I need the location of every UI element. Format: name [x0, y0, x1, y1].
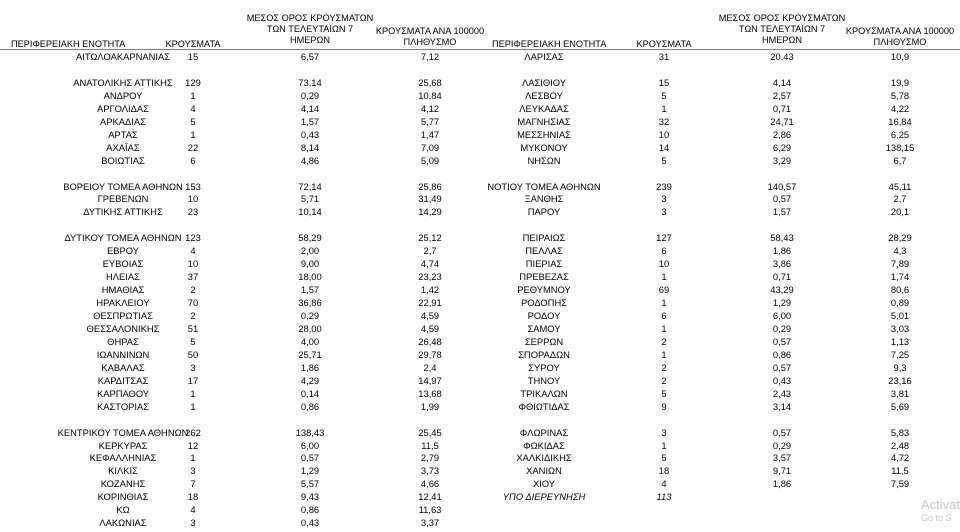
region-name-left: ΑΡΤΑΣ: [108, 128, 138, 140]
cases-value-right: 5: [661, 89, 667, 101]
per100k-value-right: 23,16: [888, 374, 912, 386]
region-name-right: ΛΑΡΙΣΑΣ: [524, 51, 564, 62]
header-per100k-left: [376, 26, 484, 48]
region-name-right: ΜΥΚΟΝΟΥ: [520, 141, 568, 153]
per100k-value-left: 12,41: [418, 491, 442, 503]
per100k-value-right: 138,15: [885, 141, 915, 153]
avg-value-right: 0,57: [772, 426, 792, 438]
region-name-right: ΛΕΣΒΟΥ: [525, 89, 563, 101]
region-name-right: ΣΑΜΟΥ: [527, 322, 561, 334]
header-per100k-left-line2: ΠΛΗΘΥΣΜΟ: [403, 37, 457, 47]
cases-value-left: 51: [187, 322, 199, 334]
region-name-left: ΚΕΝΤΡΙΚΟΥ ΤΟΜΕΑ ΑΘΗΝΩΝ: [57, 426, 189, 438]
region-name-right: ΞΑΝΘΗΣ: [524, 193, 564, 205]
header-avg-right: [719, 13, 845, 46]
avg-value-right: 58,43: [770, 232, 794, 244]
region-name-right: ΜΑΓΝΗΣΙΑΣ: [517, 115, 571, 127]
per100k-value-left: 2,4: [423, 361, 437, 373]
per100k-value-left: 1,99: [420, 400, 440, 412]
region-name-left: ΑΧΑΪΑΣ: [106, 141, 140, 153]
per100k-value-right: 5,83: [890, 426, 910, 438]
region-name-right: ΣΥΡΟΥ: [528, 361, 560, 373]
cases-value-left: 23: [187, 206, 199, 218]
header-region-left: ΠΕΡΙΦΕΡΕΙΑΚΗ ΕΝΟΤΗΤΑ: [11, 39, 126, 49]
per100k-value-left: 4,74: [420, 258, 440, 270]
cases-value-right: 5: [661, 452, 667, 464]
avg-value-right: 0,86: [772, 348, 792, 360]
cases-value-right: 3: [661, 193, 667, 205]
per100k-value-right: 45,11: [888, 180, 912, 192]
cases-value-left: 2: [190, 284, 196, 296]
cases-value-right: 1: [661, 102, 667, 114]
avg-value-left: 0,43: [300, 128, 320, 140]
cases-value-right: 239: [656, 180, 672, 192]
avg-value-left: 0,29: [300, 89, 320, 101]
per100k-value-right: 4,72: [890, 452, 910, 464]
per100k-value-left: 14,97: [418, 374, 442, 386]
region-name-left: ΑΙΤΩΛΟΑΚΑΡΝΑΝΙΑΣ: [75, 51, 171, 62]
region-name-left: ΑΡΚΑΔΙΑΣ: [100, 115, 146, 127]
per100k-value-right: 10,9: [890, 51, 910, 62]
header-per100k-left-line1: ΚΡΟΥΣΜΑΤΑ ΑΝΑ 100000: [375, 26, 485, 36]
region-name-left: ΚΕΡΚΥΡΑΣ: [98, 439, 148, 451]
region-name-right: ΠΑΡΟΥ: [527, 206, 561, 218]
cases-value-right: 6: [661, 310, 667, 321]
header-avg-right-line3: ΗΜΕΡΩΝ: [761, 35, 803, 45]
cases-value-right: 1: [661, 322, 667, 334]
region-name-left: ΕΥΒΟΙΑΣ: [102, 258, 144, 270]
avg-value-right: 3,86: [772, 258, 792, 270]
avg-value-left: 2,00: [300, 245, 320, 257]
cases-value-right: 2: [661, 361, 667, 373]
cases-value-right: 31: [658, 51, 670, 62]
per100k-value-right: 28,29: [888, 232, 912, 244]
header-divider: [0, 49, 960, 50]
cases-value-left: 18: [187, 491, 199, 503]
region-name-left: ΘΕΣΠΡΩΤΙΑΣ: [93, 310, 153, 321]
region-name-left: ΚΑΡΠΑΘΟΥ: [96, 387, 150, 399]
per100k-value-right: 3,81: [890, 387, 910, 399]
avg-value-right: 140,57: [767, 180, 797, 192]
avg-value-left: 25,71: [298, 348, 322, 360]
avg-value-left: 0,29: [300, 310, 320, 321]
cases-value-left: 1: [190, 452, 196, 464]
per100k-value-left: 4,59: [420, 310, 440, 321]
cases-value-right: 69: [658, 284, 670, 296]
region-name-left: ΘΕΣΣΑΛΟΝΙΚΗΣ: [86, 322, 160, 334]
cases-value-right: 1: [661, 297, 667, 309]
per100k-value-left: 14,29: [418, 206, 442, 218]
avg-value-right: 0,71: [772, 102, 792, 114]
cases-value-right: 113: [656, 491, 672, 503]
region-name-left: ΚΑΒΑΛΑΣ: [101, 361, 145, 373]
header-cases-right: ΚΡΟΥΣΜΑΤΑ: [636, 39, 692, 49]
region-name-left: ΚΙΛΚΙΣ: [108, 465, 138, 477]
per100k-value-left: 25,86: [418, 180, 442, 192]
avg-value-left: 4,14: [300, 102, 320, 114]
cases-value-left: 129: [185, 76, 201, 88]
header-region-right: ΠΕΡΙΦΕΡΕΙΑΚΗ ΕΝΟΤΗΤΑ: [492, 39, 607, 49]
per100k-value-left: 3,73: [420, 465, 440, 477]
per100k-value-right: 16,84: [888, 115, 912, 127]
header-avg-right-line1: ΜΕΣΟΣ ΟΡΟΣ ΚΡΟΥΣΜΑΤΩΝ: [718, 13, 846, 23]
per100k-value-left: 4,12: [420, 102, 440, 114]
header-avg-left-line3: ΗΜΕΡΩΝ: [289, 35, 331, 45]
avg-value-left: 1,57: [300, 115, 320, 127]
region-name-left: ΚΟΡΙΝΘΙΑΣ: [97, 491, 149, 503]
cases-value-left: 3: [190, 517, 196, 529]
per100k-value-left: 7,09: [420, 141, 440, 153]
per100k-value-left: 1,42: [420, 284, 440, 296]
avg-value-right: 1,86: [772, 245, 792, 257]
per100k-value-left: 25,12: [418, 232, 442, 244]
avg-value-right: 2,57: [772, 89, 792, 101]
region-name-right: ΛΕΥΚΑΔΑΣ: [519, 102, 569, 114]
region-name-right: ΛΑΣΙΘΙΟΥ: [521, 76, 567, 88]
cases-value-left: 1: [190, 128, 196, 140]
region-name-left: ΚΩ: [116, 504, 130, 516]
per100k-value-right: 19,9: [890, 76, 910, 88]
per100k-value-left: 25,68: [418, 76, 442, 88]
avg-value-left: 8,14: [300, 141, 320, 153]
avg-value-left: 72,14: [298, 180, 322, 192]
region-name-left: ΚΑΣΤΟΡΙΑΣ: [96, 400, 150, 412]
avg-value-left: 28,00: [298, 322, 322, 334]
region-name-right: ΤΗΝΟΥ: [527, 374, 561, 386]
region-name-left: ΛΑΚΩΝΙΑΣ: [99, 517, 147, 529]
avg-value-right: 4,14: [772, 76, 792, 88]
region-name-right: ΡΕΘΥΜΝΟΥ: [517, 284, 571, 296]
cases-value-right: 18: [658, 465, 670, 477]
cases-value-left: 22: [187, 141, 199, 153]
region-name-right: ΡΟΔΟΠΗΣ: [520, 297, 568, 309]
per100k-value-right: 7,59: [890, 478, 910, 490]
header-avg-left-line2: ΤΩΝ ΤΕΛΕΥΤΑΙΩΝ 7: [266, 24, 354, 34]
cases-value-left: 123: [185, 232, 201, 244]
region-name-right: ΦΛΩΡΙΝΑΣ: [519, 426, 569, 438]
region-name-right: ΤΡΙΚΑΛΩΝ: [520, 387, 568, 399]
avg-value-right: 0,57: [772, 361, 792, 373]
cases-value-left: 4: [190, 102, 196, 114]
header-avg-right-line2: ΤΩΝ ΤΕΛΕΥΤΑΙΩΝ 7: [738, 24, 826, 34]
avg-value-left: 9,00: [300, 258, 320, 270]
avg-value-left: 6,00: [300, 439, 320, 451]
cases-value-left: 17: [187, 374, 199, 386]
per100k-value-right: 9,3: [893, 361, 907, 373]
cases-value-left: 6: [190, 154, 196, 166]
region-name-right: ΜΕΣΣΗΝΙΑΣ: [517, 128, 571, 140]
per100k-value-right: 7,25: [890, 348, 910, 360]
cases-value-right: 1: [661, 271, 667, 283]
region-name-left: ΚΟΖΑΝΗΣ: [100, 478, 146, 490]
per100k-value-right: 1,74: [890, 271, 910, 283]
avg-value-right: 1,57: [772, 206, 792, 218]
avg-value-left: 6,57: [300, 51, 320, 62]
cases-value-left: 4: [190, 504, 196, 516]
avg-value-left: 138,43: [295, 426, 325, 438]
per100k-value-left: 2,79: [420, 452, 440, 464]
cases-value-left: 50: [187, 348, 199, 360]
region-name-right: ΧΑΝΙΩΝ: [526, 465, 562, 477]
per100k-value-right: 5,01: [890, 310, 910, 321]
avg-value-right: 2,43: [772, 387, 792, 399]
header-cases-left: ΚΡΟΥΣΜΑΤΑ: [165, 39, 221, 49]
cases-value-right: 2: [661, 374, 667, 386]
cases-value-right: 3: [661, 206, 667, 218]
cases-value-right: 5: [661, 387, 667, 399]
region-name-right: ΦΘΙΩΤΙΔΑΣ: [518, 400, 570, 412]
region-name-left: ΗΛΕΙΑΣ: [106, 271, 140, 283]
watermark-line1: Activat: [921, 497, 960, 512]
per100k-value-left: 11,63: [418, 504, 442, 516]
avg-value-right: 3,14: [772, 400, 792, 412]
cases-value-left: 15: [187, 51, 199, 62]
region-name-right: ΠΡΕΒΕΖΑΣ: [519, 271, 569, 283]
cases-value-right: 127: [656, 232, 672, 244]
region-name-right: ΧΙΟΥ: [532, 478, 556, 490]
region-name-right: ΣΕΡΡΩΝ: [524, 335, 564, 347]
avg-value-left: 1,86: [300, 361, 320, 373]
region-name-left: ΗΜΑΘΙΑΣ: [101, 284, 145, 296]
cases-value-right: 9: [661, 400, 667, 412]
region-name-left: ΑΝΔΡΟΥ: [103, 89, 143, 101]
region-name-right: ΠΕΛΛΑΣ: [525, 245, 563, 257]
avg-value-left: 36,86: [298, 297, 322, 309]
cases-value-right: 15: [658, 76, 670, 88]
per100k-value-left: 4,59: [420, 322, 440, 334]
per100k-value-left: 10,84: [418, 89, 442, 101]
cases-value-right: 6: [661, 245, 667, 257]
region-name-right: ΡΟΔΟΥ: [527, 310, 561, 321]
per100k-value-left: 31,49: [418, 193, 442, 205]
cases-value-right: 32: [658, 115, 670, 127]
per100k-value-right: 6,25: [890, 128, 910, 140]
per100k-value-left: 26,48: [418, 335, 442, 347]
region-name-left: ΒΟΙΩΤΙΑΣ: [101, 154, 145, 166]
region-name-left: ΘΗΡΑΣ: [107, 335, 139, 347]
avg-value-left: 0,86: [300, 504, 320, 516]
per100k-value-left: 22,91: [418, 297, 442, 309]
cases-value-left: 262: [185, 426, 201, 438]
cases-value-left: 5: [190, 335, 196, 347]
cases-value-left: 3: [190, 465, 196, 477]
avg-value-left: 0,43: [300, 517, 320, 529]
cases-value-left: 153: [185, 180, 201, 192]
header-per100k-right-line1: ΚΡΟΥΣΜΑΤΑ ΑΝΑ 100000: [845, 26, 955, 36]
per100k-value-right: 80,6: [890, 284, 910, 296]
avg-value-left: 1,57: [300, 284, 320, 296]
per100k-value-right: 7,89: [890, 258, 910, 270]
cases-value-right: 3: [661, 426, 667, 438]
cases-value-left: 1: [190, 400, 196, 412]
avg-value-left: 4,00: [300, 335, 320, 347]
cases-value-right: 5: [661, 154, 667, 166]
region-name-left: ΒΟΡΕΙΟΥ ΤΟΜΕΑ ΑΘΗΝΩΝ: [63, 180, 183, 192]
avg-value-right: 0,29: [772, 439, 792, 451]
avg-value-right: 3,57: [772, 452, 792, 464]
cases-value-right: 4: [661, 478, 667, 490]
watermark-line2: Go to S: [921, 513, 952, 523]
per100k-value-left: 2,7: [423, 245, 437, 257]
region-name-left: ΚΑΡΔΙΤΣΑΣ: [97, 374, 149, 386]
avg-value-left: 58,29: [298, 232, 322, 244]
region-name-right: ΝΗΣΩΝ: [527, 154, 561, 166]
per100k-value-right: 11,5: [891, 465, 909, 477]
per100k-value-left: 3,37: [420, 517, 440, 529]
header-avg-left-line1: ΜΕΣΟΣ ΟΡΟΣ ΚΡΟΥΣΜΑΤΩΝ: [246, 13, 374, 23]
region-name-right: ΧΑΛΚΙΔΙΚΗΣ: [516, 452, 572, 464]
region-name-left: ΙΩΑΝΝΙΝΩΝ: [96, 348, 150, 360]
region-name-right: ΥΠΟ ΔΙΕΡΕΥΝΗΣΗ: [502, 491, 586, 503]
region-name-left: ΗΡΑΚΛΕΙΟΥ: [96, 297, 150, 309]
per100k-value-right: 2,48: [890, 439, 910, 451]
avg-value-right: 6,29: [772, 141, 792, 153]
avg-value-left: 10,14: [298, 206, 322, 218]
per100k-value-right: 4,22: [890, 102, 910, 114]
avg-value-right: 6,00: [772, 310, 792, 321]
region-name-left: ΑΡΓΟΛΙΔΑΣ: [97, 102, 149, 114]
per100k-value-right: 4,3: [893, 245, 907, 257]
avg-value-right: 0,57: [772, 335, 792, 347]
region-name-left: ΔΥΤΙΚΗΣ ΑΤΤΙΚΗΣ: [83, 206, 163, 218]
avg-value-left: 0,14: [300, 387, 320, 399]
region-name-right: ΣΠΟΡΑΔΩΝ: [518, 348, 570, 360]
avg-value-right: 3,29: [772, 154, 792, 166]
cases-value-right: 10: [658, 128, 670, 140]
cases-value-left: 10: [187, 258, 199, 270]
avg-value-left: 4,29: [300, 374, 320, 386]
header-avg-left: [247, 13, 373, 46]
cases-value-left: 37: [187, 271, 199, 283]
avg-value-right: 0,71: [772, 271, 792, 283]
avg-value-right: 20,43: [770, 51, 794, 62]
avg-value-right: 9,71: [772, 465, 792, 477]
cases-value-left: 3: [190, 361, 196, 373]
per100k-value-left: 4,66: [420, 478, 440, 490]
avg-value-left: 0,57: [300, 452, 320, 464]
cases-value-right: 2: [661, 335, 667, 347]
per100k-value-right: 20,1: [890, 206, 910, 218]
avg-value-right: 24,71: [770, 115, 794, 127]
header-per100k-right: [846, 26, 954, 48]
cases-value-left: 1: [190, 89, 196, 101]
cases-value-left: 5: [190, 115, 196, 127]
per100k-value-left: 1,47: [420, 128, 440, 140]
cases-value-right: 1: [661, 348, 667, 360]
per100k-value-left: 25,45: [418, 426, 442, 438]
per100k-value-left: 5,09: [420, 154, 440, 166]
cases-value-left: 1: [190, 387, 196, 399]
avg-value-left: 5,71: [300, 193, 320, 205]
avg-value-right: 0,57: [772, 193, 792, 205]
region-name-left: ΔΥΤΙΚΟΥ ΤΟΜΕΑ ΑΘΗΝΩΝ: [64, 232, 182, 244]
region-name-left: ΕΒΡΟΥ: [106, 245, 140, 257]
per100k-value-left: 7,12: [420, 51, 440, 62]
per100k-value-right: 0,89: [890, 297, 910, 309]
avg-value-right: 0,43: [772, 374, 792, 386]
region-name-right: ΦΩΚΙΔΑΣ: [523, 439, 565, 451]
avg-value-right: 1,86: [772, 478, 792, 490]
per100k-value-right: 6,7: [893, 154, 907, 166]
per100k-value-right: 3,03: [890, 322, 910, 334]
avg-value-right: 43,29: [770, 284, 794, 296]
per100k-value-left: 5,77: [420, 115, 440, 127]
avg-value-right: 1,29: [772, 297, 792, 309]
cases-value-right: 14: [658, 141, 670, 153]
region-name-left: ΑΝΑΤΟΛΙΚΗΣ ΑΤΤΙΚΗΣ: [73, 76, 173, 88]
per100k-value-right: 2,7: [893, 193, 907, 205]
header-per100k-right-line2: ΠΛΗΘΥΣΜΟ: [873, 37, 927, 47]
region-name-left: ΚΕΦΑΛΛΗΝΙΑΣ: [89, 452, 157, 464]
cases-value-left: 12: [187, 439, 199, 451]
cases-value-left: 70: [187, 297, 199, 309]
cases-value-right: 10: [658, 258, 670, 270]
cases-value-left: 7: [190, 478, 196, 490]
per100k-value-left: 13,68: [418, 387, 442, 399]
avg-value-left: 4,86: [300, 154, 320, 166]
region-name-right: ΝΟΤΙΟΥ ΤΟΜΕΑ ΑΘΗΝΩΝ: [487, 180, 601, 192]
per100k-value-left: 11,5: [421, 439, 439, 451]
avg-value-left: 1,29: [300, 465, 320, 477]
cases-value-left: 10: [187, 193, 199, 205]
avg-value-left: 9,43: [300, 491, 320, 503]
cases-value-right: 1: [661, 439, 667, 451]
avg-value-left: 0,86: [300, 400, 320, 412]
region-name-right: ΠΕΙΡΑΙΩΣ: [522, 232, 566, 244]
per100k-value-right: 5,69: [890, 400, 910, 412]
per100k-value-left: 23,23: [418, 271, 442, 283]
cases-value-left: 4: [190, 245, 196, 257]
avg-value-right: 2,86: [772, 128, 792, 140]
avg-value-left: 73,14: [298, 76, 322, 88]
avg-value-right: 0,29: [772, 322, 792, 334]
per100k-value-left: 29,78: [418, 348, 442, 360]
per100k-value-right: 1,13: [890, 335, 910, 347]
per100k-value-right: 5,78: [890, 89, 910, 101]
region-name-left: ΓΡΕΒΕΝΩΝ: [97, 193, 149, 205]
avg-value-left: 5,57: [300, 478, 320, 490]
avg-value-left: 18,00: [298, 271, 322, 283]
region-name-right: ΠΙΕΡΙΑΣ: [525, 258, 563, 270]
cases-value-left: 2: [190, 310, 196, 321]
